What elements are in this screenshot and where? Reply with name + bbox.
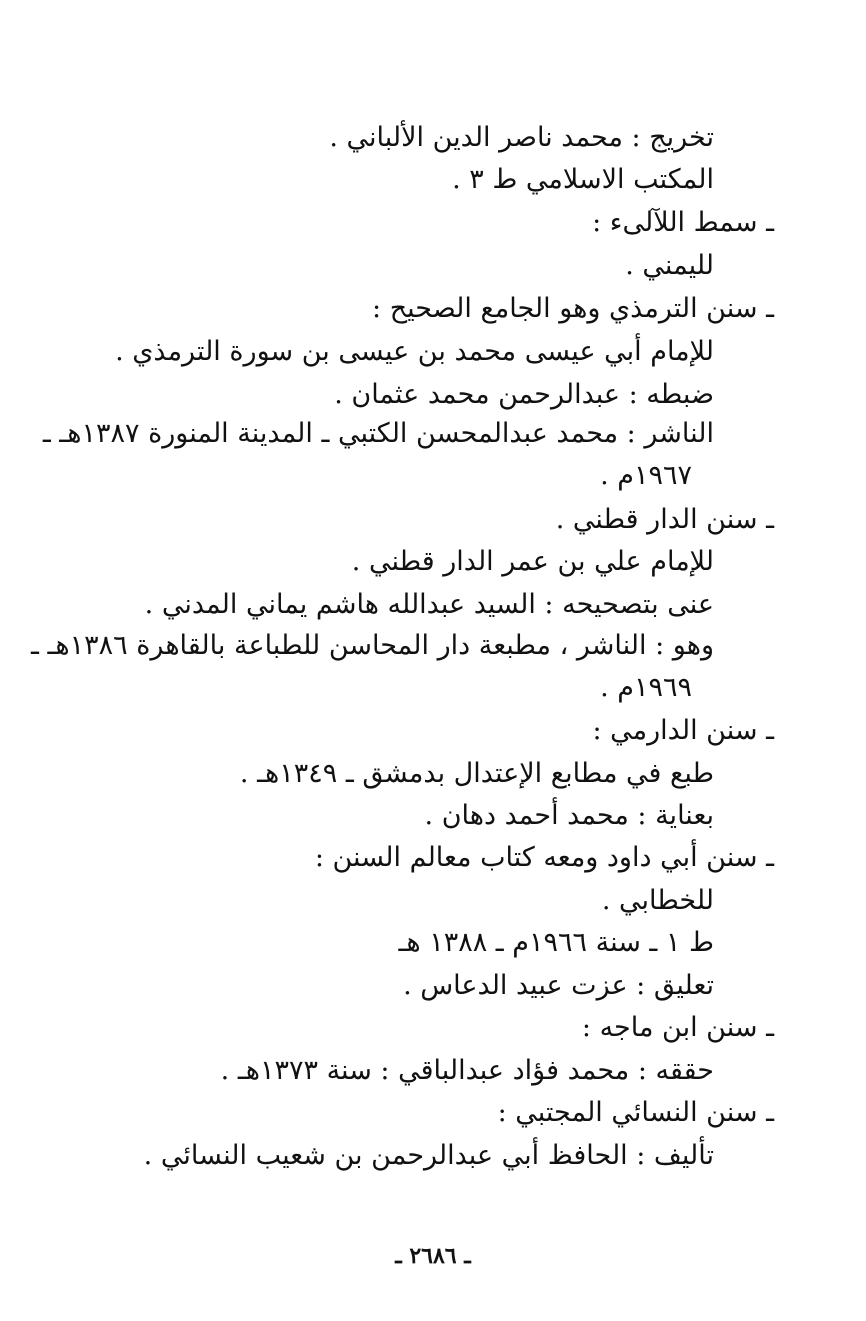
entry-heading: ـ سنن الترمذي وهو الجامع الصحيح :	[372, 293, 774, 324]
sub-line: حققه : محمد فؤاد عبدالباقي : سنة ١٣٧٣هـ .	[220, 1055, 714, 1086]
sub-line: عنى بتصحيحه : السيد عبدالله هاشم يماني المدني .	[144, 589, 714, 620]
sub-line: طبع في مطابع الإعتدال بدمشق ـ ١٣٤٩هـ .	[239, 758, 714, 789]
sub-line: للإمام أبي عيسى محمد بن عيسى بن سورة الترمذي .	[115, 336, 714, 367]
sub-line: ضبطه : عبدالرحمن محمد عثمان .	[334, 379, 714, 410]
sub-line: بعناية : محمد أحمد دهان .	[424, 800, 714, 831]
sub-line: تعليق : عزت عبيد الدعاس .	[403, 970, 714, 1001]
sub-line: المكتب الاسلامي ط ٣ .	[452, 164, 714, 195]
sub-line: للإمام علي بن عمر الدار قطني .	[351, 546, 714, 577]
continuation-line: ١٩٦٧م .	[600, 460, 692, 491]
sub-line: ط ١ ـ سنة ١٩٦٦م ـ ١٣٨٨ هـ	[398, 927, 714, 958]
sub-line: الناشر : محمد عبدالمحسن الكتبي ـ المدينة المنورة ١٣٨٧هـ ـ	[42, 418, 714, 449]
entry-heading: ـ سنن النسائي المجتبي :	[497, 1097, 774, 1128]
entry-heading: ـ سنن ابن ماجه :	[581, 1012, 774, 1043]
sub-line: تخريج : محمد ناصر الدين الألباني .	[329, 122, 714, 153]
continuation-line: ١٩٦٩م .	[600, 672, 692, 703]
sub-line: للخطابي .	[601, 885, 714, 916]
entry-heading: ـ سنن أبي داود ومعه كتاب معالم السنن :	[314, 842, 774, 873]
page-number: ـ ٢٦٨٦ ـ	[395, 1243, 471, 1269]
entry-heading: ـ سمط اللآلىء :	[592, 207, 774, 238]
sub-line: لليمني .	[625, 250, 714, 281]
entry-heading: ـ سنن الدار قطني .	[555, 504, 774, 535]
sub-line: وهو : الناشر ، مطبعة دار المحاسن للطباعة بالقاهرة ١٣٨٦هـ ـ	[31, 630, 714, 661]
sub-line: تأليف : الحافظ أبي عبدالرحمن بن شعيب النسائي .	[143, 1140, 714, 1171]
entry-heading: ـ سنن الدارمي :	[592, 715, 774, 746]
